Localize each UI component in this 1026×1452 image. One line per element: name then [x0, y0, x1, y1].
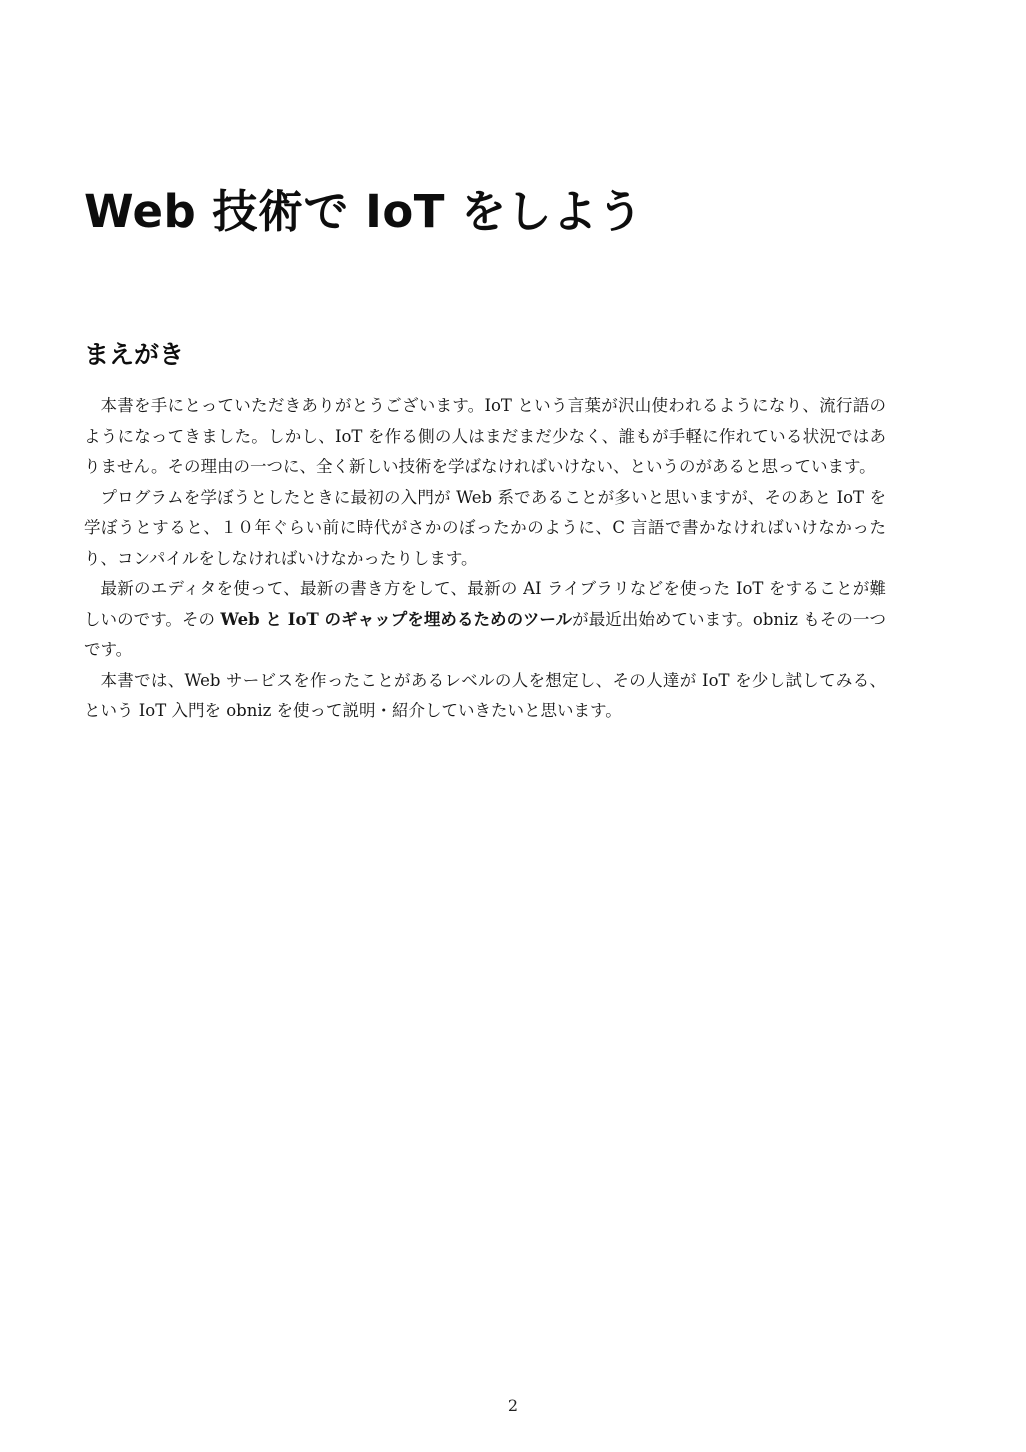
preface-body: [84, 391, 886, 727]
page-number: 2: [507, 1396, 519, 1415]
paragraph-2: プログラムを学ぼうとしたときに最初の入門が Web 系であることが多いと思いますが、そのあと IoT を学ぼうとすると、１０年ぐらい前に時代がさかのぼったかのように、C 言語で書かなければいけなかったり、コンパイルをしなければいけなかったりします。: [84, 487, 886, 568]
paragraph-3: [84, 574, 886, 666]
paragraph-3-lead: 最新のエディタを使って、最新の書き方をして、最新の AI ライブラリなどを使った IoT をすることが難しいのです。その: [84, 579, 886, 629]
paragraph-3-tail: が最近出始めています。obniz もその一つです。: [84, 609, 886, 659]
section-heading: まえがき: [84, 340, 185, 369]
chapter-title: Web 技術で IoT をしよう: [84, 185, 644, 238]
paragraph-4: 本書では、Web サービスを作ったことがあるレベルの人を想定し、その人達が IoT を少し試してみる、という IoT 入門を obniz を使って説明・紹介していきたいと思います。: [84, 670, 886, 720]
paragraph-3-emphasis: Web と IoT のギャップを埋めるためのツール: [220, 609, 573, 629]
paragraph-1: 本書を手にとっていただきありがとうございます。IoT という言葉が沢山使われるようになり、流行語のようになってきました。しかし、IoT を作る側の人はまだまだ少なく、誰もが手軽に作れている状況ではありません。その理由の一つに、全く新しい技術を学ばなければいけない、というのがあると思っています。: [84, 396, 886, 476]
